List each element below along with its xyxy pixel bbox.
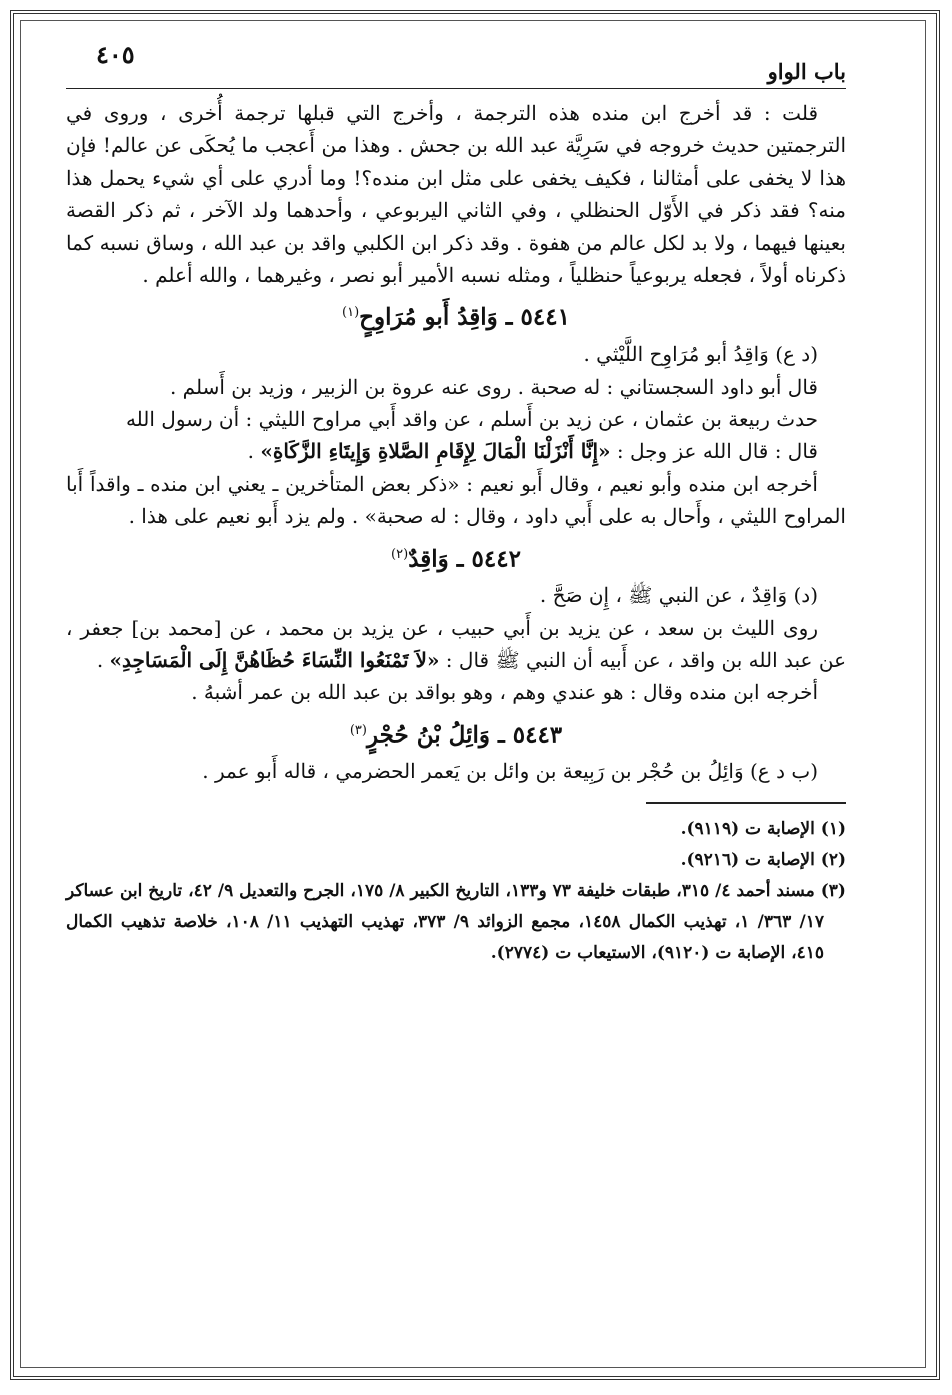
entry-title-5442 — [66, 535, 846, 580]
entry-paragraph: (د) وَاقِدٌ ، عن النبي ﷺ ، إِن صَحَّ . — [539, 583, 818, 608]
running-head: باب الواو — [767, 59, 846, 84]
quote-end: . — [247, 439, 261, 464]
quoted-text: «إِنَّا أَنْزَلْنَا الْمَالَ لِإِقَامِ الصَّلاةِ وَإِيتَاءِ الزَّكَاةِ» — [260, 439, 611, 464]
page-header — [66, 40, 846, 89]
footnote-ref: (٢) — [391, 546, 409, 562]
quote-end: . — [96, 648, 110, 672]
narration-text: روى الليث بن سعد ، عن يزيد بن أَبي حبيب ، عن يزيد بن محمد ، عن [محمد بن] جعفر ، عن عبد الله بن واقد ، عن أَبيه أن النبي ﷺ قال : — [66, 615, 846, 672]
quote-intro: قال : قال الله عز وجل : — [610, 439, 818, 464]
footnotes — [66, 814, 846, 969]
entry-title-text: ٥٤٤١ ـ وَاقِدُ أَبو مُرَاوِحٍ — [359, 304, 570, 332]
entry-paragraph: حدث ربيعة بن عثمان ، عن زيد بن أَسلم ، عن واقد أَبي مراوح الليثي : أن رسول الله — [125, 406, 818, 431]
page-number: ٤٠٥ — [96, 40, 135, 69]
book-page — [66, 40, 846, 1340]
footnote-item: (٣) مسند أحمد ٤/ ٣١٥، طبقات خليفة ٧٣ و١٣٣، التاريخ الكبير ٨/ ١٧٥، الجرح والتعديل ٩/ ٤٢، تاريخ ابن عساكر ١٧/ ٣٦٣/ ١، تهذيب الكمال ١٤٥٨، مجمع الزوائد ٩/ ٣٧٣، تهذيب التهذيب ١١/ ١٠٨، خلاصة تذهيب الكمال ٤١٥، الإصابة ت (٩١٢٠)، الاستيعاب ت (٢٧٧٤). — [66, 880, 846, 963]
quoted-text: «لاَ تَمْنَعُوا النِّسَاءَ حُظَاهُنَّ إِلَى الْمَسَاجِدِ» — [109, 648, 440, 672]
entry-title-5441 — [66, 293, 846, 338]
entry-paragraph: أخرجه ابن منده وأبو نعيم ، وقال أَبو نعيم : «ذكر بعض المتأخرين ـ يعني ابن منده ـ واقداً أَبا المراوح الليثي ، وأَحال به على أَبي داود ، وقال : له صحبة» . ولم يزد أَبو نعيم على هذا . — [66, 471, 846, 529]
entry-paragraph: قال أبو داود السجستاني : له صحبة . روى عنه عروة بن الزبير ، وزيد بن أَسلم . — [169, 374, 818, 399]
entry-paragraph: (ب د ع) وَائِلُ بن حُجْر بن رَبِيعة بن وائل بن يَعمر الحضرمي ، قاله أَبو عمر . — [202, 759, 818, 784]
footnote-item: (٢) الإصابة ت (٩٢١٦). — [680, 849, 846, 870]
entry-title-text: ٥٤٤٢ ـ وَاقِدٌ — [408, 545, 521, 573]
footnote-ref: (٣) — [349, 722, 367, 738]
entry-title-text: ٥٤٤٣ ـ وَائِلُ بْنُ حُجْرٍ — [366, 721, 563, 749]
body-text — [66, 97, 846, 788]
entry-paragraph: أخرجه ابن منده وقال : هو عندي وهم ، وهو بواقد بن عبد الله بن عمر أشبهُ . — [191, 680, 818, 705]
entry-paragraph: (د ع) وَاقِدُ أبو مُرَاوِح اللَّيْثي . — [583, 342, 818, 367]
footnote-item: (١) الإصابة ت (٩١١٩). — [680, 818, 846, 839]
footnote-divider — [646, 802, 846, 804]
entry-title-5443 — [66, 711, 846, 756]
narration-paragraph — [66, 612, 846, 677]
footnote-ref: (١) — [342, 305, 360, 321]
intro-paragraph: قلت : قد أخرج ابن منده هذه الترجمة ، وأخرج التي قبلها ترجمة أُخرى ، وروى في الترجمتين حديث خروجه في سَرِيَّة عبد الله بن جحش . وهذا من أَعجب ما يُحكَى عن عالم! فإن هذا لا يخفى على أمثالنا ، فكيف يخفى على مثل ابن منده؟! وما أدري على أي شيء يحمل هذا منه؟ فقد ذكر في الأَوّل الحنظلي ، وفي الثاني اليربوعي ، وأحدهما ولد الآخر ، ثم ذكر القصة بعينها فيهما ، ولا بد لكل عالم من هفوة . وقد ذكر ابن الكلبي واقد بن عبد الله ، وساق نسبه كما ذكرناه أولاً ، فجعله يربوعياً حنظلياً ، ومثله نسبه الأمير أبو نصر ، وغيرهما ، والله أعلم . — [66, 101, 846, 288]
quote-paragraph — [66, 435, 846, 467]
